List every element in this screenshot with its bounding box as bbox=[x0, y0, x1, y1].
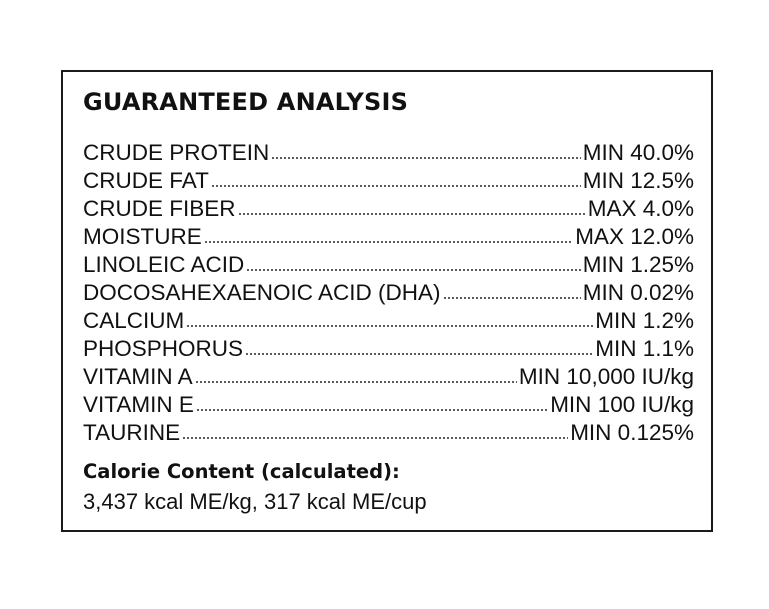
dot-leader bbox=[186, 325, 593, 327]
analysis-list bbox=[83, 139, 694, 447]
nutrient-value: MIN 40.0% bbox=[582, 140, 694, 165]
calorie-content-heading: Calorie Content (calculated): bbox=[83, 460, 400, 483]
dot-leader bbox=[443, 297, 581, 299]
analysis-row bbox=[83, 363, 694, 391]
calorie-content-value: 3,437 kcal ME/kg, 317 kcal ME/cup bbox=[83, 489, 427, 514]
nutrient-value: MAX 4.0% bbox=[587, 196, 694, 221]
nutrient-value: MIN 1.25% bbox=[582, 252, 694, 277]
panel-title: GUARANTEED ANALYSIS bbox=[83, 88, 409, 116]
nutrient-name: CRUDE FAT bbox=[83, 168, 209, 193]
analysis-row bbox=[83, 251, 694, 279]
dot-leader bbox=[195, 381, 517, 383]
nutrient-name: VITAMIN E bbox=[83, 392, 194, 417]
analysis-row bbox=[83, 391, 694, 419]
nutrient-value: MIN 100 IU/kg bbox=[550, 392, 694, 417]
nutrient-name: CRUDE FIBER bbox=[83, 196, 236, 221]
analysis-row bbox=[83, 307, 694, 335]
analysis-row bbox=[83, 419, 694, 447]
nutrient-value: MIN 0.02% bbox=[582, 280, 694, 305]
nutrient-value: MAX 12.0% bbox=[575, 224, 694, 249]
nutrient-value: MIN 1.1% bbox=[595, 336, 694, 361]
analysis-row bbox=[83, 139, 694, 167]
analysis-row bbox=[83, 167, 694, 195]
dot-leader bbox=[245, 353, 593, 355]
nutrient-name: DOCOSAHEXAENOIC ACID (DHA) bbox=[83, 280, 441, 305]
analysis-row bbox=[83, 335, 694, 363]
nutrient-value: MIN 0.125% bbox=[570, 420, 694, 445]
nutrient-name: CALCIUM bbox=[83, 308, 185, 333]
dot-leader bbox=[182, 437, 568, 439]
nutrient-name: LINOLEIC ACID bbox=[83, 252, 245, 277]
nutrient-name: PHOSPHORUS bbox=[83, 336, 244, 361]
analysis-row bbox=[83, 279, 694, 307]
dot-leader bbox=[271, 157, 580, 159]
nutrient-name: TAURINE bbox=[83, 420, 181, 445]
nutrient-name: VITAMIN A bbox=[83, 364, 193, 389]
analysis-row bbox=[83, 223, 694, 251]
dot-leader bbox=[196, 409, 548, 411]
nutrient-name: CRUDE PROTEIN bbox=[83, 140, 270, 165]
dot-leader bbox=[246, 269, 580, 271]
nutrient-value: MIN 10,000 IU/kg bbox=[518, 364, 694, 389]
nutrient-value: MIN 1.2% bbox=[595, 308, 694, 333]
analysis-row bbox=[83, 195, 694, 223]
guaranteed-analysis-panel bbox=[61, 70, 713, 532]
nutrient-value: MIN 12.5% bbox=[582, 168, 694, 193]
dot-leader bbox=[204, 241, 573, 243]
nutrient-name: MOISTURE bbox=[83, 224, 202, 249]
dot-leader bbox=[238, 213, 586, 215]
dot-leader bbox=[211, 185, 581, 187]
